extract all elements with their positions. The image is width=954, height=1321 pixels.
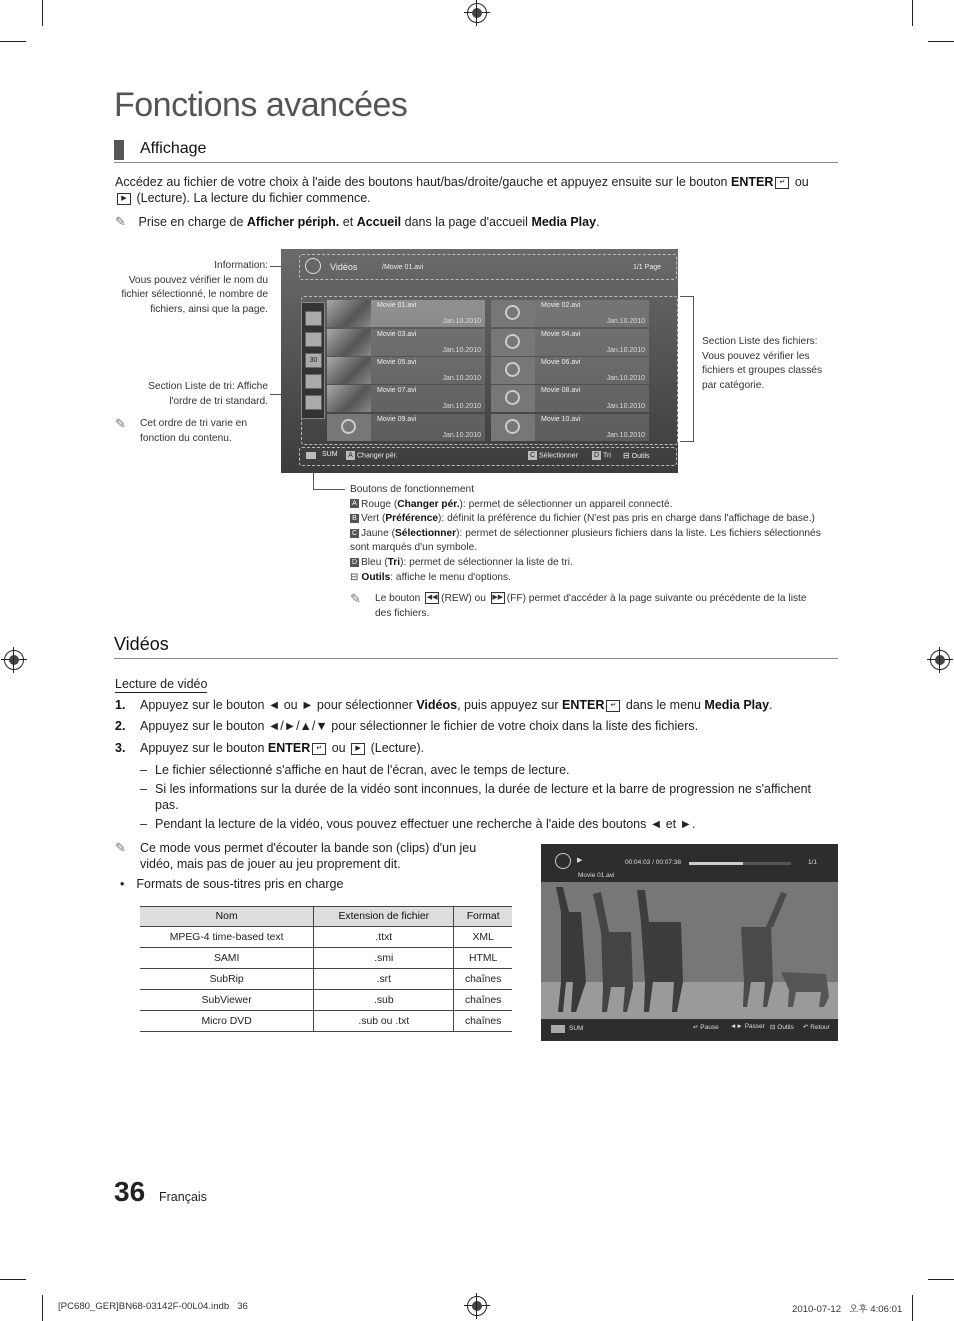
step-text: . bbox=[769, 698, 773, 712]
callout-line-text: l'ordre de tri standard. bbox=[169, 395, 268, 407]
dash-text: Pendant la lecture de la vidéo, vous pouvez effectuer une recherche à l'aide des boutons ◄ et ►. bbox=[155, 817, 696, 831]
film-reel-icon bbox=[505, 334, 520, 349]
note-text: et bbox=[342, 215, 354, 229]
table-row bbox=[140, 1011, 512, 1032]
footer-slug-right: 2010-07-12 오후 4:06:01 bbox=[792, 1304, 903, 1315]
film-reel-icon bbox=[505, 419, 520, 434]
file-date: Jan.10.2010 bbox=[442, 432, 481, 439]
enter-icon: ↵ bbox=[693, 1024, 699, 1031]
film-reel-icon bbox=[341, 419, 356, 434]
callout-leader bbox=[313, 471, 314, 489]
thumbnail bbox=[491, 357, 535, 384]
sum-label: SUM bbox=[322, 451, 338, 458]
pause-button[interactable] bbox=[693, 1023, 719, 1031]
ops-text: Vert ( bbox=[361, 513, 386, 525]
note-text: Prise en charge de bbox=[138, 215, 244, 229]
ops-green bbox=[350, 512, 845, 527]
registration-mark-icon bbox=[467, 1296, 487, 1316]
crop-mark bbox=[42, 1295, 43, 1321]
intro-text-2: (Lecture). La lecture du fichier commence. bbox=[136, 191, 371, 205]
file-tile[interactable] bbox=[491, 329, 649, 356]
blue-button[interactable] bbox=[592, 451, 611, 460]
usb-icon bbox=[306, 452, 316, 459]
table-cell: .smi bbox=[314, 948, 454, 969]
callout-information bbox=[100, 259, 268, 317]
dash-item: – Le fichier sélectionné s'affiche en haut de l'écran, avec le temps de lecture. bbox=[140, 763, 570, 777]
note-pencil-icon: ✎ bbox=[115, 214, 126, 229]
step-text bbox=[115, 697, 845, 713]
ops-bold: Préférence bbox=[385, 513, 439, 525]
ops-text: des fichiers. bbox=[375, 607, 430, 619]
table-header: Format bbox=[454, 907, 512, 927]
table-cell: Micro DVD bbox=[140, 1011, 314, 1032]
change-device-label: Changer pér. bbox=[357, 452, 398, 460]
callout-line-text: fichier sélectionné, le nombre de bbox=[121, 289, 268, 301]
crop-mark bbox=[42, 0, 43, 26]
dash-item: – Si les informations sur la durée de la vidéo sont inconnues, la durée de lecture et la barre de progression ne s'affichent pas. bbox=[140, 782, 812, 812]
ops-red bbox=[350, 498, 845, 513]
thumbnail bbox=[327, 385, 371, 412]
ops-text: Jaune ( bbox=[361, 527, 395, 539]
table-cell: .srt bbox=[314, 969, 454, 990]
file-name: Movie 02.avi bbox=[541, 302, 581, 309]
file-tile[interactable] bbox=[327, 414, 485, 441]
callout-line-text: Section Liste de tri: Affiche bbox=[148, 381, 268, 392]
playback-time: 00:04:03 / 00:07:38 bbox=[625, 859, 682, 866]
thumbnail bbox=[327, 329, 371, 356]
tools-icon: ⊟ bbox=[770, 1024, 776, 1031]
step-text: Appuyez sur le bouton bbox=[140, 741, 265, 755]
callout-leader bbox=[313, 489, 345, 490]
usb-icon bbox=[551, 1025, 565, 1033]
table-cell: chaînes bbox=[454, 990, 512, 1011]
file-name: Movie 10.avi bbox=[541, 416, 581, 423]
note-text: Ce mode vous permet d'écouter la bande son (clips) d'un jeu bbox=[140, 841, 477, 855]
file-tile[interactable] bbox=[491, 385, 649, 412]
red-button[interactable] bbox=[346, 451, 397, 460]
intro-ou: ou bbox=[794, 175, 809, 189]
tools-label: Outils bbox=[777, 1024, 794, 1031]
note-pencil-icon: ✎ bbox=[115, 840, 126, 855]
table-cell: .sub ou .txt bbox=[314, 1011, 454, 1032]
sort-list-section bbox=[301, 302, 325, 419]
file-date: Jan.10.2010 bbox=[606, 375, 645, 382]
operation-buttons-description bbox=[350, 483, 845, 621]
file-name: Movie 03.avi bbox=[377, 331, 417, 338]
skip-button[interactable] bbox=[730, 1023, 765, 1030]
file-date: Jan.10.2010 bbox=[606, 432, 645, 439]
ops-text: (REW) ou bbox=[441, 593, 486, 605]
file-name: Movie 05.avi bbox=[377, 359, 417, 366]
step-1 bbox=[115, 697, 845, 713]
step-text: , puis appuyez sur bbox=[457, 698, 559, 712]
thumbnail bbox=[327, 414, 371, 441]
callout-sort-note bbox=[115, 417, 275, 446]
thumbnail bbox=[491, 329, 535, 356]
step-text: Appuyez sur le bouton ◄ ou ► pour sélectionner bbox=[140, 698, 413, 712]
tools-icon: ⊟ bbox=[623, 451, 630, 460]
dash-text: pas. bbox=[155, 798, 179, 812]
table-cell: MPEG-4 time-based text bbox=[140, 927, 314, 948]
callout-line-text: par catégorie. bbox=[702, 379, 765, 391]
heading-text: Vidéos bbox=[114, 634, 169, 654]
note-text: dans la page d'accueil bbox=[404, 215, 528, 229]
yellow-button[interactable] bbox=[528, 451, 578, 460]
crop-mark bbox=[0, 1279, 26, 1280]
giraffes-image bbox=[541, 882, 838, 1019]
preference-icon[interactable] bbox=[305, 332, 322, 347]
play-icon: ▶ bbox=[117, 193, 131, 205]
tools-label: Outils bbox=[631, 453, 650, 460]
file-tile[interactable] bbox=[491, 414, 649, 441]
video-frame-image bbox=[541, 882, 838, 1019]
play-icon: ▶ bbox=[577, 857, 583, 864]
left-right-icon: ◄► bbox=[730, 1023, 743, 1030]
a-key-icon: A bbox=[350, 499, 359, 508]
tools-icon: ⊟ bbox=[350, 571, 359, 583]
table-cell: .ttxt bbox=[314, 927, 454, 948]
sum-label: SUM bbox=[569, 1025, 584, 1032]
crop-mark bbox=[0, 41, 26, 42]
file-name: Movie 09.avi bbox=[377, 416, 417, 423]
ops-text: Le bouton bbox=[375, 593, 421, 605]
step-3 bbox=[115, 740, 845, 756]
step-text bbox=[115, 740, 845, 756]
subheading-lecture: Lecture de vidéo bbox=[115, 677, 208, 691]
enter-icon: ↵ bbox=[606, 700, 620, 712]
callout-file-list bbox=[702, 335, 842, 393]
file-date: Jan.10.2010 bbox=[606, 318, 645, 325]
bullet-subtitles: • Formats de sous-titres pris en charge bbox=[120, 877, 344, 891]
intro-text: Accédez au fichier de votre choix à l'aide des boutons haut/bas/droite/gauche et appuyez ensuite sur le bouton bbox=[115, 175, 728, 189]
file-name: Movie 07.avi bbox=[377, 387, 417, 394]
file-date: Jan.10.2010 bbox=[442, 375, 481, 382]
d-key-icon: D bbox=[593, 452, 600, 459]
ops-text: ): permet de sélectionner plusieurs fichiers dans la liste. Les fichiers sélectionnés bbox=[456, 527, 821, 539]
fast-forward-icon: ▶▶ bbox=[491, 592, 505, 604]
ops-text: sont marqués d'un symbole. bbox=[350, 542, 478, 554]
crop-mark bbox=[928, 41, 954, 42]
videos-note bbox=[115, 840, 515, 872]
operation-buttons-bar bbox=[299, 447, 677, 466]
table-cell: SubRip bbox=[140, 969, 314, 990]
a-key-icon: A bbox=[346, 451, 355, 460]
table-cell: SAMI bbox=[140, 948, 314, 969]
dash-text: Le fichier sélectionné s'affiche en haut de l'écran, avec le temps de lecture. bbox=[155, 763, 570, 777]
table-row bbox=[140, 969, 512, 990]
bullet-text: Formats de sous-titres pris en charge bbox=[136, 877, 344, 891]
ops-text: Bleu ( bbox=[361, 556, 388, 568]
tools-button[interactable] bbox=[770, 1023, 794, 1031]
film-reel-icon bbox=[305, 258, 321, 274]
dash-text: Si les informations sur la durée de la vidéo sont inconnues, la durée de lecture et la barre de progression ne s'affichent bbox=[155, 782, 812, 796]
select-label: Sélectionner bbox=[539, 452, 578, 460]
step-text: ou bbox=[331, 741, 346, 755]
enter-key-label: ENTER bbox=[562, 698, 605, 712]
step-2 bbox=[115, 718, 845, 734]
step-number: 1. bbox=[115, 698, 126, 712]
back-button[interactable] bbox=[803, 1023, 830, 1031]
ops-note bbox=[350, 592, 845, 621]
ops-text: ): permet de sélectionner la liste de tri. bbox=[400, 556, 573, 568]
file-date: Jan.10.2010 bbox=[606, 347, 645, 354]
callout-sort bbox=[100, 380, 268, 409]
ops-text: Rouge ( bbox=[361, 498, 398, 510]
table-header-row bbox=[140, 907, 512, 927]
page-number: 36 bbox=[114, 1176, 146, 1207]
note-pencil-icon: ✎ bbox=[350, 591, 361, 607]
callout-line-text: Cet ordre de tri varie en bbox=[140, 418, 248, 429]
enter-key-label: ENTER bbox=[267, 741, 311, 755]
table-row bbox=[140, 948, 512, 969]
film-reel-icon bbox=[505, 362, 520, 377]
ops-bold: Outils bbox=[361, 571, 391, 583]
table-cell: XML bbox=[454, 927, 512, 948]
file-name: Movie 01.avi bbox=[377, 302, 417, 309]
b-key-icon: B bbox=[350, 514, 359, 523]
video-playback-screenshot bbox=[541, 844, 838, 1041]
progress-bar bbox=[689, 862, 791, 865]
table-cell: chaînes bbox=[454, 969, 512, 990]
ops-bold: Changer pér. bbox=[397, 498, 460, 510]
ops-blue bbox=[350, 556, 845, 571]
note-bold: Media Play bbox=[531, 215, 597, 229]
tools-button[interactable] bbox=[623, 451, 650, 460]
c-key-icon: C bbox=[351, 529, 358, 537]
play-icon: ▶ bbox=[351, 743, 365, 755]
ops-yellow bbox=[350, 527, 845, 542]
playing-file-name: Movie 01.avi bbox=[578, 872, 615, 879]
star-icon[interactable] bbox=[305, 395, 322, 410]
dash-item: – Pendant la lecture de la vidéo, vous pouvez effectuer une recherche à l'aide des boutons ◄ et ►. bbox=[140, 817, 696, 831]
file-name: Movie 06.avi bbox=[541, 359, 581, 366]
file-date: Jan.10.2010 bbox=[606, 403, 645, 410]
file-name: Movie 04.avi bbox=[541, 331, 581, 338]
crop-mark bbox=[928, 1279, 954, 1280]
thumbnail bbox=[491, 385, 535, 412]
screen-path: /Movie 01.avi bbox=[382, 264, 424, 271]
return-icon: ↶ bbox=[803, 1024, 809, 1031]
callout-line-text: Vous pouvez vérifier les bbox=[702, 350, 810, 362]
calendar-icon[interactable]: 30 bbox=[305, 353, 322, 368]
back-label: Retour bbox=[810, 1024, 830, 1031]
file-tile[interactable] bbox=[327, 385, 485, 412]
rewind-icon: ◀◀ bbox=[425, 592, 439, 604]
affichage-note bbox=[115, 214, 845, 230]
page-language: Français bbox=[159, 1190, 207, 1204]
table-cell: SubViewer bbox=[140, 990, 314, 1011]
date-icon[interactable] bbox=[305, 374, 322, 389]
enter-key-label: ENTER bbox=[731, 175, 774, 189]
step-number: 2. bbox=[115, 719, 126, 733]
step-text: (Lecture). bbox=[370, 741, 425, 755]
film-reel-icon bbox=[555, 853, 571, 869]
table-header: Nom bbox=[140, 907, 314, 927]
table-header: Extension de fichier bbox=[314, 907, 454, 927]
sort-label: Tri bbox=[603, 452, 611, 460]
file-count: 1/1 bbox=[808, 859, 818, 866]
callout-line-text: Information: bbox=[214, 260, 268, 271]
subtitle-formats-table bbox=[140, 906, 512, 1032]
callout-line-text: fonction du contenu. bbox=[140, 432, 232, 444]
file-tile[interactable] bbox=[491, 300, 649, 327]
step-bold: Vidéos bbox=[416, 698, 458, 712]
section-heading-videos bbox=[114, 634, 838, 659]
section-heading-affichage bbox=[114, 140, 838, 163]
folder-icon[interactable] bbox=[305, 311, 322, 326]
thumbnail bbox=[491, 414, 535, 441]
affichage-intro bbox=[115, 174, 845, 206]
table-row bbox=[140, 927, 512, 948]
note-text: . bbox=[596, 215, 600, 229]
registration-mark-icon bbox=[4, 650, 24, 670]
thumbnail bbox=[327, 300, 371, 327]
file-tile[interactable] bbox=[491, 357, 649, 384]
table-cell: chaînes bbox=[454, 1011, 512, 1032]
skip-label: Passer bbox=[744, 1023, 765, 1030]
heading-bar bbox=[114, 140, 124, 160]
film-reel-icon bbox=[505, 305, 520, 320]
ops-heading: Boutons de fonctionnement bbox=[350, 484, 475, 495]
file-tile[interactable] bbox=[327, 329, 485, 356]
ops-text: ): permet de sélectionner un appareil connecté. bbox=[459, 498, 673, 510]
file-name: Movie 08.avi bbox=[541, 387, 581, 394]
file-date: Jan.10.2010 bbox=[442, 403, 481, 410]
callout-line-text: Vous pouvez vérifier le nom du bbox=[128, 274, 268, 286]
page-title: Fonctions avancées bbox=[114, 86, 408, 124]
film-reel-icon bbox=[505, 390, 520, 405]
crop-mark bbox=[912, 1295, 913, 1321]
callout-line-text: fichiers et groupes classés bbox=[702, 365, 823, 377]
pause-label: Pause bbox=[700, 1024, 719, 1031]
file-date: Jan.10.2010 bbox=[442, 318, 481, 325]
crop-mark bbox=[912, 0, 913, 26]
media-play-screenshot bbox=[281, 249, 678, 473]
info-bar bbox=[299, 254, 677, 280]
progress-fill bbox=[689, 862, 743, 865]
step-text: dans le menu bbox=[625, 698, 701, 712]
file-tile[interactable] bbox=[327, 357, 485, 384]
file-tile[interactable] bbox=[327, 300, 485, 327]
ops-text: (FF) permet d'accéder à la page suivante ou précédente de la liste bbox=[506, 593, 807, 605]
note-bold: Afficher périph. bbox=[246, 215, 340, 229]
thumbnail bbox=[327, 357, 371, 384]
step-bold: Media Play bbox=[704, 698, 770, 712]
table-row bbox=[140, 990, 512, 1011]
ops-bold: Tri bbox=[387, 556, 401, 568]
heading-text: Affichage bbox=[140, 140, 207, 157]
screen-title: Vidéos bbox=[330, 262, 358, 272]
callout-line-text: Section Liste des fichiers: bbox=[702, 336, 818, 347]
callout-bracket bbox=[693, 296, 694, 442]
ops-text: : affiche le menu d'options. bbox=[390, 571, 511, 583]
ops-bold: Sélectionner bbox=[394, 527, 457, 539]
ops-tools bbox=[350, 571, 845, 586]
ops-text: ): définit la préférence du fichier (N'est pas pris en charge dans l'affichage de base.) bbox=[438, 513, 815, 525]
screen-page: 1/1 Page bbox=[632, 264, 661, 271]
enter-icon: ↵ bbox=[775, 177, 789, 189]
note-bold: Accueil bbox=[356, 215, 402, 229]
table-cell: .sub bbox=[314, 990, 454, 1011]
thumbnail bbox=[491, 300, 535, 327]
note-pencil-icon: ✎ bbox=[115, 416, 126, 431]
step-text: Appuyez sur le bouton ◄/►/▲/▼ pour sélectionner le fichier de votre choix dans la liste des fichiers. bbox=[140, 719, 699, 733]
dash-list bbox=[140, 762, 845, 832]
callout-bracket bbox=[680, 296, 693, 297]
callout-line-text: fichiers, ainsi que la page. bbox=[150, 303, 268, 315]
step-number: 3. bbox=[115, 741, 126, 755]
file-date: Jan.10.2010 bbox=[442, 347, 481, 354]
registration-mark-icon bbox=[930, 650, 950, 670]
note-text: vidéo, mais pas de jouer au jeu proprement dit. bbox=[140, 857, 401, 871]
d-key-icon: D bbox=[351, 558, 358, 566]
c-key-icon: C bbox=[529, 452, 536, 459]
footer-slug-left: [PC680_GER]BN68-03142F-00L04.indb 36 bbox=[58, 1301, 248, 1312]
registration-mark-icon bbox=[467, 3, 487, 23]
table-cell: HTML bbox=[454, 948, 512, 969]
callout-bracket bbox=[680, 441, 693, 442]
enter-icon: ↵ bbox=[312, 743, 326, 755]
